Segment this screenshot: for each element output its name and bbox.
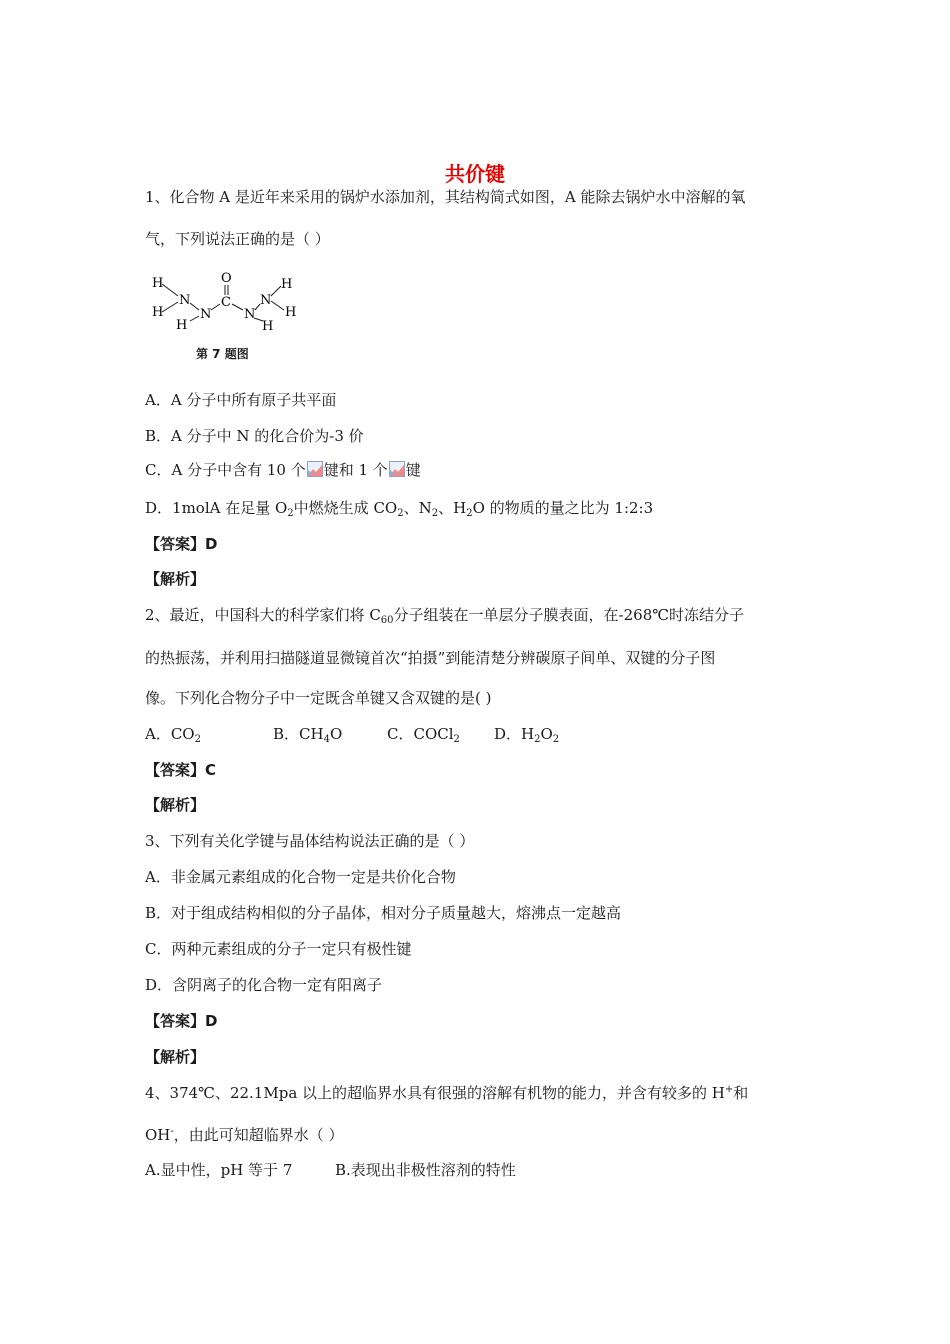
q2-stem-line3: 像。下列化合物分子中一定既含单键又含双键的是( ) (145, 689, 492, 707)
q1-analysis: 【解析】 (145, 570, 206, 588)
q1-option-b: B．A 分子中 N 的化合价为-3 价 (145, 427, 364, 445)
q1-stem-line2: 气，下列说法正确的是（ ） (145, 230, 330, 248)
q3-answer: 【答案】D (145, 1012, 218, 1030)
q4-option-a: A.显中性，pH 等于 7 (145, 1161, 293, 1179)
atom-h: H (152, 305, 164, 320)
atom-n: N (200, 307, 212, 322)
q4-option-b: B.表现出非极性溶剂的特性 (335, 1161, 516, 1179)
atom-h: H (285, 305, 297, 320)
atom-h: H (281, 277, 293, 292)
q2-stem-line1: 2、最近，中国科大的科学家们将 $C_{60}$分子组装在一单层分子膜表面，在-268℃时冻结分子 (145, 606, 745, 626)
atom-n: N (244, 307, 256, 322)
atom-h: H (262, 319, 274, 334)
q2-option-d: D．$H_2O_2$ (494, 725, 560, 745)
atom-n: N (260, 293, 272, 308)
q2-analysis: 【解析】 (145, 796, 206, 814)
page-title: 共价键 (445, 162, 505, 186)
q1-option-a: A．A 分子中所有原子共平面 (145, 391, 337, 409)
q1-option-d: D．1molA 在足量 $O_2$中燃烧生成 $CO_2$、$N_2$、$H_2O$ 的物质的量之比为 1:2:3 (145, 499, 654, 519)
atom-h: H (176, 318, 188, 333)
q2-answer: 【答案】C (145, 761, 217, 779)
q3-option-a: A．非金属元素组成的化合物一定是共价化合物 (145, 868, 456, 886)
atom-n: N (179, 293, 191, 308)
q2-option-b: B．$CH_4O$ (273, 725, 343, 745)
q3-option-b: B．对于组成结构相似的分子晶体，相对分子质量越大，熔沸点一定越高 (145, 904, 622, 922)
q1-option-c: C．A 分子中含有 10 个 键和 1 个 键 (145, 461, 421, 479)
q3-analysis: 【解析】 (145, 1048, 206, 1066)
broken-image-icon (307, 461, 323, 477)
q1-stem-line1: 1、化合物 A 是近年来采用的锅炉水添加剂，其结构简式如图，A 能除去锅炉水中溶解的氧 (145, 188, 746, 206)
figure-caption: 第 7 题图 (196, 347, 249, 361)
q3-option-c: C．两种元素组成的分子一定只有极性键 (145, 940, 412, 958)
q2-stem-line2: 的热振荡，并利用扫描隧道显微镜首次“拍摄”到能清楚分辨碳原子间单、双键的分子图 (145, 649, 716, 667)
q2-option-a: A．$CO_2$ (145, 725, 201, 745)
q4-options (145, 1160, 516, 1180)
q3-option-d: D．含阴离子的化合物一定有阳离子 (145, 976, 383, 994)
atom-o: O (221, 271, 232, 286)
q3-stem: 3、下列有关化学键与晶体结构说法正确的是（ ） (145, 832, 475, 850)
q2-options (145, 724, 559, 744)
atom-h: H (152, 276, 164, 291)
broken-image-icon (389, 461, 405, 477)
q2-option-c: C．COCl$_2$ (387, 725, 460, 745)
q4-stem-line2: OH-，由此可知超临界水（ ） (145, 1126, 344, 1144)
q1-answer: 【答案】D (145, 535, 218, 553)
atom-c: C (221, 295, 231, 310)
q4-stem-line1: 4、374℃、22.1Mpa 以上的超临界水具有很强的溶解有机物的能力，并含有较多的 H+和 (145, 1084, 749, 1102)
